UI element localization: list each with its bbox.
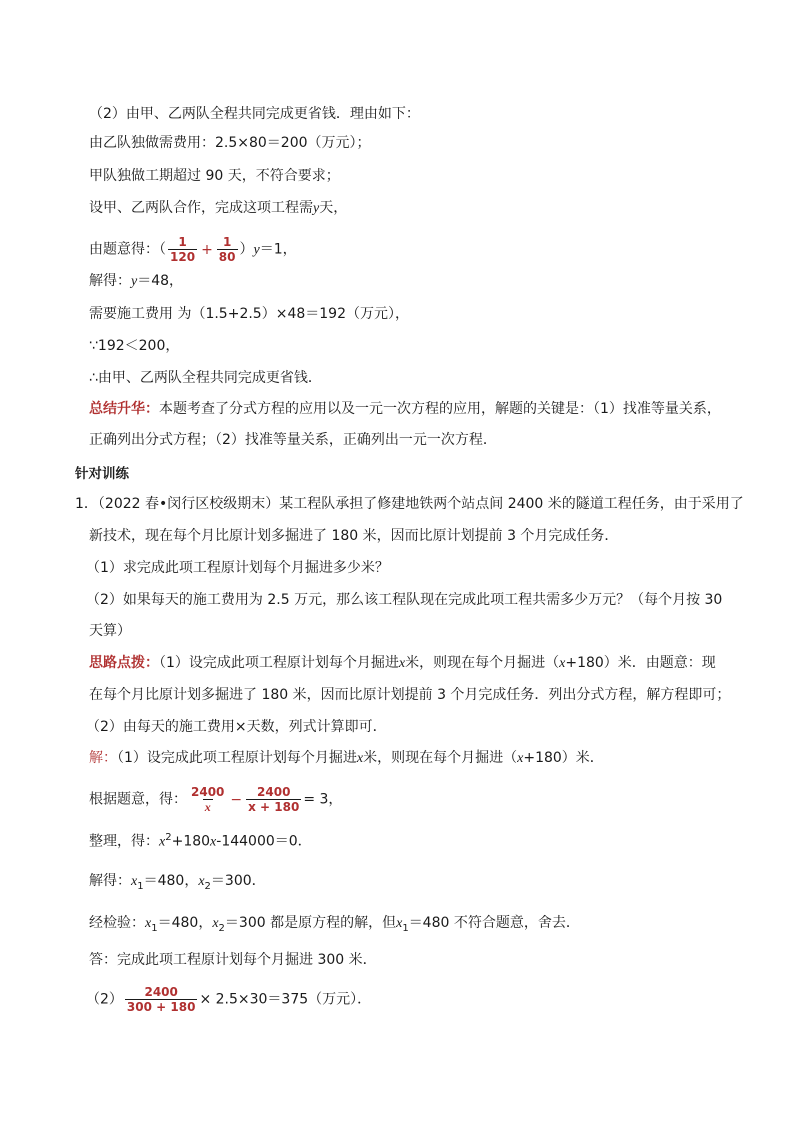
subscript: 1 xyxy=(151,922,158,934)
assume-line xyxy=(89,198,347,219)
text: 解得： xyxy=(89,873,131,889)
fraction-1-120 xyxy=(168,235,197,264)
check-line xyxy=(89,913,580,939)
summary-line xyxy=(89,399,721,419)
variable-x: x xyxy=(356,751,364,766)
numerator: 1 xyxy=(178,235,187,249)
text: 米，则现在每个月掘进（ xyxy=(405,655,560,671)
text: 由题意得：（ xyxy=(89,241,166,258)
text: = 3， xyxy=(303,791,343,808)
exponent: 2 xyxy=(165,832,172,843)
numerator: 2400 xyxy=(257,785,291,799)
denominator: x xyxy=(204,800,211,814)
variable-x: x xyxy=(396,916,403,931)
variable-y: y xyxy=(131,274,138,289)
compare-line: ∵192＜200， xyxy=(89,338,180,354)
roots-line xyxy=(89,871,266,897)
denominator: 120 xyxy=(170,250,196,264)
summary-text: 本题考查了分式方程的应用以及一元一次方程的应用，解题的关键是：（1）找准等量关系， xyxy=(159,401,721,417)
subscript: 2 xyxy=(218,922,225,934)
variable-x: x xyxy=(198,874,205,889)
text: 根据题意，得： xyxy=(89,791,187,808)
fraction-1-80 xyxy=(217,235,238,264)
line-a-time: 甲队独做工期超过 90 天，不符合要求； xyxy=(89,168,340,184)
variable-x: x xyxy=(131,874,138,889)
text: × 2.5×30＝375（万元）． xyxy=(199,991,372,1008)
text: 经检验： xyxy=(89,915,145,931)
subscript: 1 xyxy=(137,880,144,892)
part-2-calculation xyxy=(86,985,371,1014)
cost-line-b: 由乙队独做需费用：2.5×80＝200（万元）； xyxy=(89,135,371,151)
text: ＝300 都是原方程的解，但 xyxy=(224,915,397,931)
text: ＝48， xyxy=(137,273,184,289)
conclusion-line: ∴由甲、乙两队全程共同完成更省钱． xyxy=(89,370,322,386)
section-heading: 针对训练 xyxy=(75,466,129,482)
fraction-2400-over-480 xyxy=(125,985,198,1014)
question-1-line-2: 新技术，现在每个月比原计划多掘进了 180 米，因而比原计划提前 3 个月完成任务． xyxy=(89,528,619,544)
subscript: 1 xyxy=(402,922,409,934)
text: 设甲、乙两队合作，完成这项工程需 xyxy=(89,200,313,216)
solve-y-line xyxy=(89,271,183,292)
variable-x: x xyxy=(159,834,166,850)
text: ＝300． xyxy=(210,873,266,889)
text: ） xyxy=(239,241,254,258)
text: +180 xyxy=(171,833,211,850)
variable-x: x xyxy=(559,656,566,671)
question-1-part-2-cont: 天算） xyxy=(89,623,131,639)
summary-line-2: 正确列出分式方程；（2）找准等量关系，正确列出一元一次方程． xyxy=(89,432,497,448)
text: ＝480 不符合题意，舍去． xyxy=(408,915,580,931)
numerator: 2400 xyxy=(144,985,178,999)
numerator: 2400 xyxy=(191,785,225,799)
denominator: 80 xyxy=(218,250,236,264)
text: -144000＝0． xyxy=(216,833,312,850)
solution-part2-heading: （2）由甲、乙两队全程共同完成更省钱．理由如下： xyxy=(89,106,420,122)
text: 解得： xyxy=(89,273,131,289)
hint-label: 思路点拨： xyxy=(89,655,159,671)
variable-x: x xyxy=(398,656,406,671)
variable-x: x xyxy=(145,916,152,931)
hint-line-1 xyxy=(89,653,716,674)
text: +180）米．由题意：现 xyxy=(565,655,716,671)
text: +180）米． xyxy=(523,750,604,766)
plus-sign: + xyxy=(201,241,213,258)
text: 米，则现在每个月掘进（ xyxy=(363,750,518,766)
equation-line xyxy=(89,235,297,264)
subscript: 2 xyxy=(204,880,211,892)
cost-line-joint: 需要施工费用 为（1.5+2.5）×48＝192（万元）， xyxy=(89,306,409,322)
question-1-part-1: （1）求完成此项工程原计划每个月掘进多少米？ xyxy=(86,560,389,576)
minus-sign: − xyxy=(230,791,243,808)
variable-x: x xyxy=(212,916,219,931)
fraction-2400-x xyxy=(189,785,226,814)
text: ＝480， xyxy=(143,873,199,889)
denominator: 300 + 180 xyxy=(126,1000,196,1014)
text: ＝1， xyxy=(259,241,297,258)
hint-line-2: 在每个月比原计划多掘进了 180 米，因而比原计划提前 3 个月完成任务．列出分式方程，解方程即可； xyxy=(89,687,731,703)
solution-line-1 xyxy=(89,748,604,769)
text: （2） xyxy=(86,991,123,1008)
fraction-2400-x-plus-180 xyxy=(246,785,301,814)
simplify-line xyxy=(89,828,312,853)
text: 天， xyxy=(319,200,348,216)
solution-label: 解： xyxy=(89,750,117,766)
hint-line-3: （2）由每天的施工费用×天数，列式计算即可． xyxy=(86,719,387,735)
denominator: x + 180 xyxy=(248,800,300,814)
question-1-line-1: 1．（2022 春•闵行区校级期末）某工程队承担了修建地铁两个站点间 2400 米的隧道工程任务，由于采用了 xyxy=(75,496,744,512)
variable-x: x xyxy=(210,834,217,850)
numerator: 1 xyxy=(222,235,232,249)
variable-x: x xyxy=(517,751,524,766)
summary-label: 总结升华： xyxy=(89,401,159,417)
text: （1）设完成此项工程原计划每个月掘进 xyxy=(159,655,399,671)
answer-line: 答：完成此项工程原计划每个月掘进 300 米． xyxy=(89,952,377,968)
variable-y: y xyxy=(253,242,260,258)
variable-y: y xyxy=(313,201,320,216)
text: ＝480， xyxy=(157,915,213,931)
question-1-part-2: （2）如果每天的施工费用为 2.5 万元，那么该工程队现在完成此项工程共需多少万元？（每个月按 30 xyxy=(86,592,723,608)
text: 整理，得： xyxy=(89,833,159,850)
fraction-equation-line xyxy=(89,785,342,814)
text: （1）设完成此项工程原计划每个月掘进 xyxy=(117,750,357,766)
